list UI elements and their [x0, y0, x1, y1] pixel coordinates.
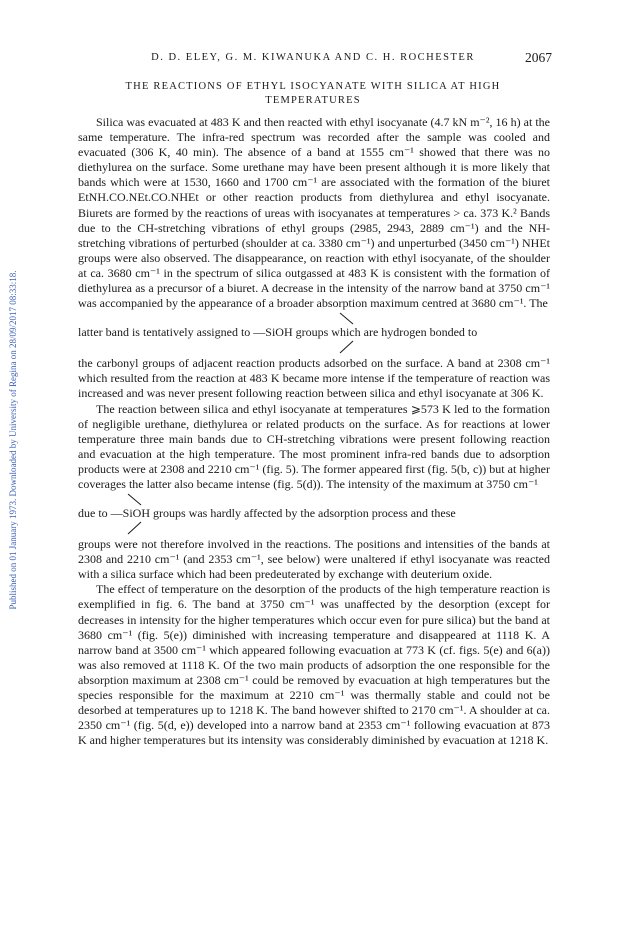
- page-number: 2067: [525, 50, 552, 65]
- sioh-text-2: due to —SiOH groups was hardly affected by the adsorption process and these: [78, 506, 456, 521]
- download-watermark: [0, 0, 26, 936]
- paragraph-1-end: the carbonyl groups of adjacent reaction products adsorbed on the surface. A band at 2308 cm⁻¹ which resulted from the reaction at 483 K became more intense if the temperature of reaction was increased and was never present following reaction between silica and ethyl isocyanate at 306 K.: [78, 356, 550, 401]
- paragraph-3: The effect of temperature on the desorption of the products of the high temperature reaction is exemplified in fig. 6. The band at 3750 cm⁻¹ was unaffected by the desorption (except for decreases in intensity for the higher temperatures which occur even for pure silica) but the band at 3680 cm⁻¹ (fig. 5(e)) diminished with increasing temperature and disappeared at 1118 K. A narrow band at 3500 cm⁻¹ which appeared following evacuation at 773 K (cf. figs. 5(e) and 6(a)) was also removed at 1118 K. Of the two main products of adsorption the one responsible for the absorption maximum at 2308 cm⁻¹ could be removed by evacuation at high temperatures but the species responsible for the maximum at 2210 cm⁻¹ was thermally stable and could not be desorbed at temperatures up to 1218 K. The band however shifted to 2170 cm⁻¹. A shoulder at ca. 2350 cm⁻¹ (fig. 5(d, e)) developed into a narrow band at 2353 cm⁻¹ following evacuation at 873 K and higher temperatures but its intensity was considerably diminished by evacuation at 1218 K.: [78, 582, 550, 748]
- sioh-line-2: [78, 492, 550, 537]
- author-line: D. D. ELEY, G. M. KIWANUKA AND C. H. ROCHESTER: [151, 52, 475, 63]
- sioh-line-1: [78, 311, 550, 356]
- paragraph-1: Silica was evacuated at 483 K and then reacted with ethyl isocyanate (4.7 kN m⁻², 16 h) at the same temperature. The infra-red spectrum was recorded after the sample was cooled and evacuated (306 K, 40 min). The absence of a band at 1555 cm⁻¹ showed that there was no diethylurea on the surface. Some urethane may have been present although it is more likely that bands which were at 1530, 1660 and 1700 cm⁻¹ are associated with the formation of the biuret EtNH.CO.NEt.CO.NHEt or other reaction products from diethylurea and ethyl isocyanate. Biurets are formed by the reactions of ureas with isocyanates at temperatures > ca. 373 K.² Bands due to the CH-stretching vibrations of ethyl groups (2985, 2943, 2889 cm⁻¹) and the NH-stretching vibrations of perturbed (shoulder at ca. 3380 cm⁻¹) and unperturbed (3450 cm⁻¹) NHEt groups were also observed. The disappearance, on reaction with ethyl isocyanate, of the shoulder at ca. 3680 cm⁻¹ in the spectrum of silica outgassed at 483 K is consistent with the formation of diethylurea as a precursor of a biuret. A decrease in the intensity of the narrow band at 3750 cm⁻¹ was accompanied by the appearance of a broader absorption maximum centred at 3680 cm⁻¹. The: [78, 115, 550, 311]
- paragraph-2-end: groups were not therefore involved in the reactions. The positions and intensities of the bands at 2308 and 2210 cm⁻¹ (and 2353 cm⁻¹, see below) were unaltered if ethyl isocyanate was reacted with a silica surface which had been predeuterated by exchange with deuterium oxide.: [78, 537, 550, 582]
- section-title: THE REACTIONS OF ETHYL ISOCYANATE WITH SILICA AT HIGH TEMPERATURES: [125, 81, 501, 106]
- download-watermark-text: Published on 01 January 1973. Downloaded by University of Regina on 28/09/2017 08:33:18.: [8, 270, 18, 610]
- running-header: [78, 50, 552, 68]
- paragraph-2: The reaction between silica and ethyl isocyanate at temperatures ⩾573 K led to the formation of negligible urethane, diethylurea or related products on the surface. As for reactions at lower temperature three main bands due to CH-stretching vibrations were present following reaction and evacuation at the high temperature. The most prominent infra-red bands due to adsorption products were at 2308 and 2210 cm⁻¹ (fig. 5). The former appeared first (fig. 5(b, c)) but at higher coverages the latter also became intense (fig. 5(d)). The intensity of the maximum at 3750 cm⁻¹: [78, 401, 550, 491]
- sioh-text-1: latter band is tentatively assigned to —SiOH groups which are hydrogen bonded to: [78, 325, 478, 340]
- body-text: [78, 115, 550, 748]
